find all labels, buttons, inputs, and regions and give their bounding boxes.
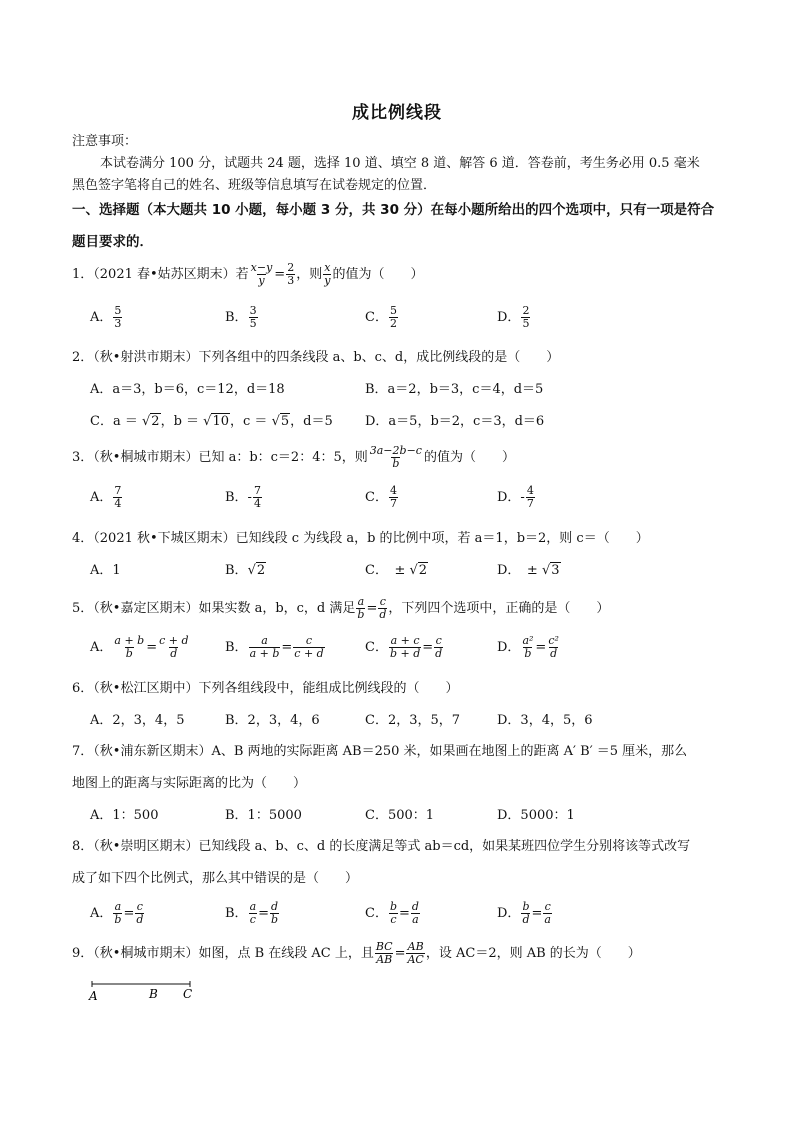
q6-option-b[interactable]: B．2，3，4，6 [225,713,320,728]
section-heading-line-2: 题目要求的． [72,234,153,250]
q4-option-a[interactable]: A．1 [90,563,121,578]
point-label-b: B [149,987,158,1001]
q7-option-d[interactable]: D．5000：1 [497,808,575,823]
q8-option-c[interactable]: C． $\frac{b}{c}$ = $\frac{d}{a}$ [365,900,419,926]
q4-option-b[interactable]: B．√2 [225,563,266,578]
q3-fraction: $\frac{3a-2b-c}{b}$ [369,444,422,470]
question-6: 6．（秋•松江区期中）下列各组线段中，能组成比例线段的（ ） [72,681,459,696]
q7-option-c[interactable]: C．500：1 [365,808,435,823]
q8-option-b[interactable]: B． $\frac{a}{c}$ = $\frac{d}{b}$ [225,900,279,926]
question-4: 4．（2021 秋•下城区期末）已知线段 c 为线段 a，b 的比例中项，若 a＝1，b＝2，则 c＝（ ） [72,531,649,546]
q2-option-b[interactable]: B．a＝2，b＝3，c＝4，d＝5 [365,382,544,397]
q1-fraction-3: $\frac{x}{y}$ [324,261,331,287]
q1-option-d[interactable]: D． $\frac{2}{5}$ [497,304,530,330]
q4-option-d[interactable]: D． ± √3 [497,563,560,578]
q5-option-a[interactable]: A． $\frac{a + b}{b}$ = $\frac{c + d}{d}$ [90,634,189,660]
question-2: 2．（秋•射洪市期末）下列各组中的四条线段 a、b、c、d，成比例线段的是（ ） [72,350,560,365]
q3-option-d[interactable]: D．- $\frac{4}{7}$ [497,484,534,510]
question-1: 1．（2021 春•姑苏区期末）若 $\frac{x-y}{y}$ = $\frac{2}{3}$ ，则 $\frac{x}{y}$ 的值为（ ） [72,261,424,287]
question-5: 5．（秋•嘉定区期末）如果实数 a，b，c，d 满足 $\frac{a}{b}$ = $\frac{c}{d}$ ，下列四个选项中，正确的是（ ） [72,595,610,621]
q5-option-b[interactable]: B． $\frac{a}{a + b}$ = $\frac{c}{c + d}$ [225,634,324,660]
page-title: 成比例线段 [352,103,442,123]
q1-fraction-1: $\frac{x-y}{y}$ [250,261,273,287]
section-heading-line-1: 一、选择题（本大题共 10 小题，每小题 3 分，共 30 分）在每小题所给出的四个选项中，只有一项是符合 [72,202,715,218]
q6-option-c[interactable]: C．2，3，5，7 [365,713,461,728]
q9-segment-figure [86,978,206,1004]
q3-option-b[interactable]: B．- $\frac{7}{4}$ [225,484,261,510]
notice-line-1: 本试卷满分 100 分，试题共 24 题，选择 10 道、填空 8 道、解答 6 道．答卷前，考生务必用 0.5 毫米 [100,156,700,171]
q5-option-c[interactable]: C． $\frac{a + c}{b + d}$ = $\frac{c}{d}$ [365,634,443,660]
point-label-c: C [183,987,193,1001]
q7-option-a[interactable]: A．1：500 [90,808,159,823]
q1-option-a[interactable]: A． $\frac{5}{3}$ [90,304,122,330]
q3-option-a[interactable]: A． $\frac{7}{4}$ [90,484,122,510]
q1-option-b[interactable]: B． $\frac{3}{5}$ [225,304,257,330]
question-7-line-1: 7．（秋•浦东新区期末）A、B 两地的实际距离 AB＝250 米，如果画在地图上的距离 A′ B′ ＝5 厘米，那么 [72,744,688,759]
q1-option-c[interactable]: C． $\frac{5}{2}$ [365,304,397,330]
q8-option-a[interactable]: A． $\frac{a}{b}$ = $\frac{c}{d}$ [90,900,144,926]
question-3: 3．（秋•桐城市期末）已知 a：b：c＝2：4：5，则 $\frac{3a-2b-c}{b}$ 的值为（ ） [72,444,515,470]
q1-stem-pre: 1．（2021 春•姑苏区期末）若 [72,267,249,282]
question-8-line-1: 8．（秋•崇明区期末）已知线段 a、b、c、d 的长度满足等式 ab＝cd，如果某班四位学生分别将该等式改写 [72,839,691,854]
question-7-line-2: 地图上的距离与实际距离的比为（ ） [72,776,307,791]
q7-option-b[interactable]: B．1：5000 [225,808,302,823]
question-9: 9．（秋•桐城市期末）如图，点 B 在线段 AC 上，且 $\frac{BC}{AB}$ = $\frac{AB}{AC}$ ，设 AC＝2，则 AB 的长为（ ） [72,940,641,966]
q6-option-d[interactable]: D．3，4，5，6 [497,713,593,728]
q2-option-c[interactable]: C．a ＝ √2，b ＝ √10，c ＝ √5，d＝5 [90,414,333,429]
point-label-a: A [89,989,98,1003]
q5-option-d[interactable]: D． $\frac{\text{a²}}{b}$ = $\frac{\text{c²}}{d}$ [497,634,559,660]
q1-fraction-2: $\frac{2}{3}$ [287,261,295,287]
q1-stem-post: 的值为（ ） [332,267,424,282]
q4-option-c[interactable]: C． ± √2 [365,563,428,578]
q6-option-a[interactable]: A．2，3，4，5 [90,713,185,728]
q3-option-c[interactable]: C． $\frac{4}{7}$ [365,484,397,510]
q8-option-d[interactable]: D． $\frac{b}{d}$ = $\frac{c}{a}$ [497,900,551,926]
notice-label: 注意事项： [72,134,138,149]
q2-option-d[interactable]: D．a＝5，b＝2，c＝3，d＝6 [365,414,545,429]
notice-line-2: 黑色签字笔将自己的姓名、班级等信息填写在试卷规定的位置． [72,178,437,193]
question-8-line-2: 成了如下四个比例式，那么其中错误的是（ ） [72,871,359,886]
q2-option-a[interactable]: A．a＝3，b＝6，c＝12，d＝18 [90,382,285,397]
